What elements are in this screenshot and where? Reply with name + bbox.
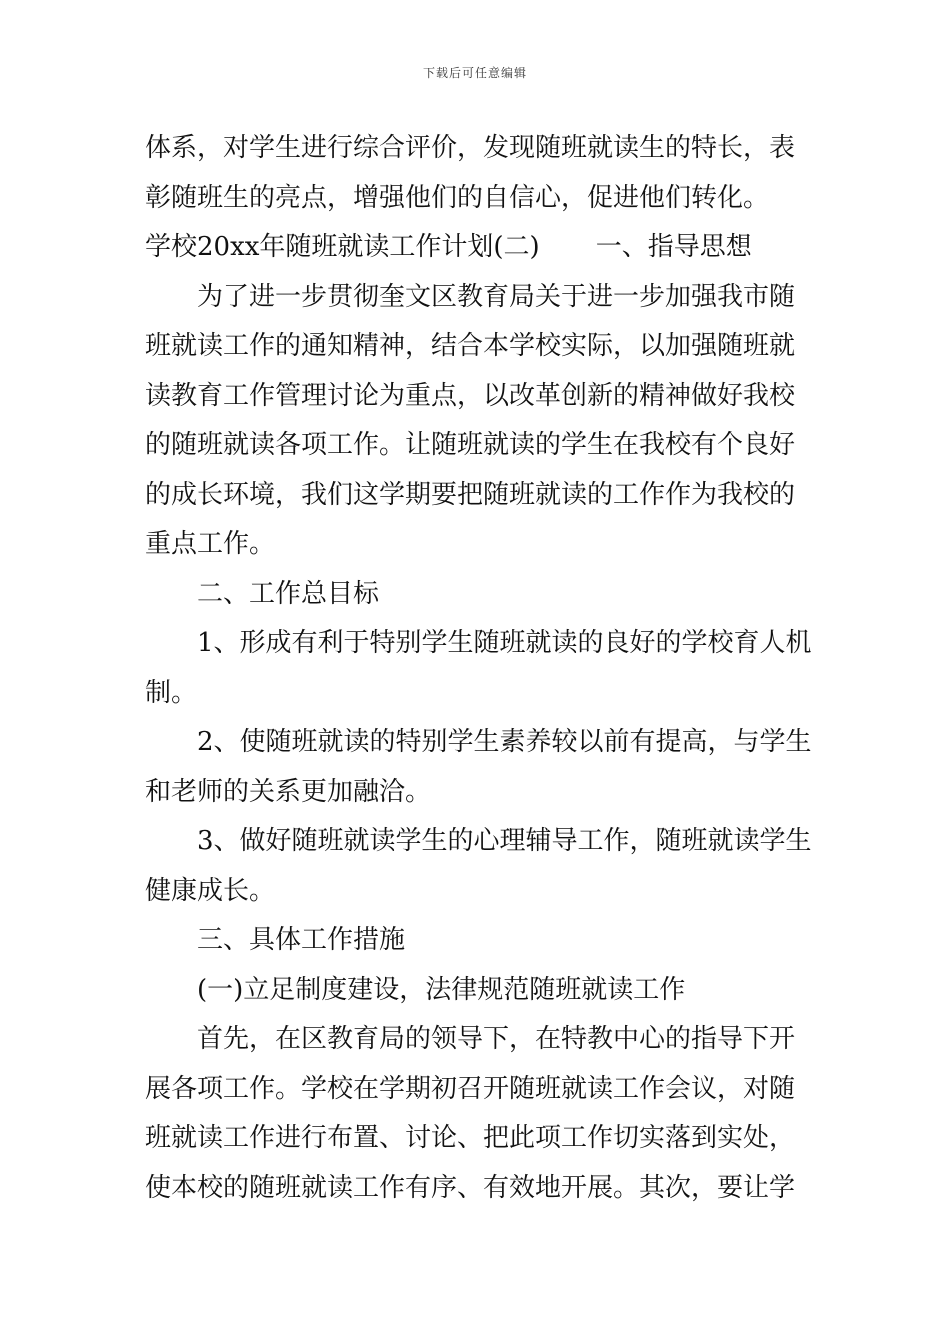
text-line: 体系，对学生进行综合评价，发现随班就读生的特长，表 — [145, 133, 796, 163]
text-line: 健康成长。 — [145, 875, 276, 906]
text-line: 为了进一步贯彻奎文区教育局关于进一步加强我市随 — [197, 281, 796, 312]
document-title: 学校20xx年随班就读工作计划(二) — [145, 232, 540, 262]
section-heading: 三、具体工作措施 — [197, 925, 406, 955]
title-line — [145, 223, 810, 273]
text-line: 使本校的随班就读工作有序、有效地开展。其次，要让学 — [145, 1172, 796, 1203]
document-body — [145, 124, 810, 1213]
text-line: 3、做好随班就读学生的心理辅导工作，随班就读学生 — [197, 826, 812, 856]
text-line: 读教育工作管理讨论为重点，以改革创新的精神做好我校 — [145, 380, 796, 411]
subsection-heading: (一)立足制度建设，法律规范随班就读工作 — [197, 974, 686, 1005]
text-line: 首先，在区教育局的领导下，在特教中心的指导下开 — [197, 1024, 796, 1054]
text-line: 班就读工作的通知精神，结合本学校实际，以加强随班就 — [145, 331, 796, 361]
text-line: 2、使随班就读的特别学生素养较以前有提高，与学生 — [197, 727, 812, 757]
section-heading: 一、指导思想 — [595, 232, 752, 262]
text-line: 展各项工作。学校在学期初召开随班就读工作会议，对随 — [145, 1073, 796, 1104]
text-line: 彰随班生的亮点，增强他们的自信心，促进他们转化。 — [145, 182, 770, 213]
spacer — [540, 223, 596, 273]
text-line: 班就读工作进行布置、讨论、把此项工作切实落到实处， — [145, 1123, 796, 1153]
text-line: 的随班就读各项工作。让随班就读的学生在我校有个良好 — [145, 430, 796, 460]
text-line: 1、形成有利于特别学生随班就读的良好的学校育人机 — [197, 628, 812, 658]
section-heading: 二、工作总目标 — [197, 578, 380, 609]
text-line: 的成长环境，我们这学期要把随班就读的工作作为我校的 — [145, 479, 796, 510]
text-line: 制。 — [145, 677, 198, 708]
text-line: 和老师的关系更加融洽。 — [145, 776, 432, 807]
text-line: 重点工作。 — [145, 529, 276, 559]
page-header: 下载后可任意编辑 — [422, 66, 527, 80]
